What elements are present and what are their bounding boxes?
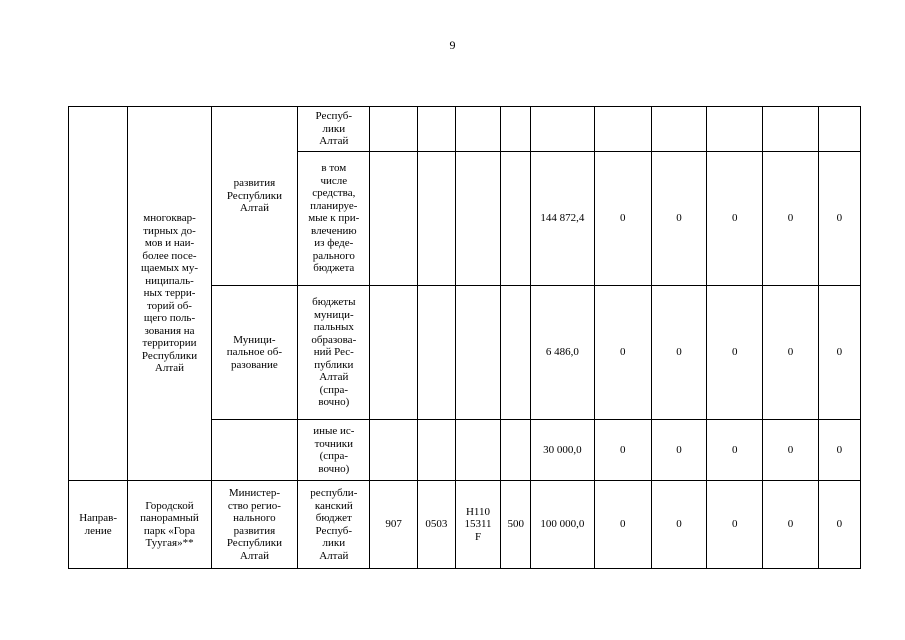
- cell-csr: [455, 152, 500, 286]
- cell-csr: [455, 286, 500, 420]
- cell-amount: 6 486,0: [531, 286, 594, 420]
- cell-vr: [501, 107, 531, 152]
- cell-year-1: 0: [594, 481, 651, 569]
- cell-year-3: [707, 107, 763, 152]
- cell-year-2: 0: [651, 420, 706, 481]
- cell-year-2: 0: [651, 286, 706, 420]
- cell-rzpr: [417, 286, 455, 420]
- cell-rzpr: [417, 107, 455, 152]
- cell-year-5: [818, 107, 860, 152]
- cell-year-4: [763, 107, 818, 152]
- cell-year-2: 0: [651, 152, 706, 286]
- cell-year-5: 0: [818, 152, 860, 286]
- cell-direction: Направ- ление: [69, 481, 128, 569]
- cell-year-2: [651, 107, 706, 152]
- cell-funding-source: Респуб- лики Алтай: [298, 107, 370, 152]
- cell-amount: 100 000,0: [531, 481, 594, 569]
- cell-amount: 30 000,0: [531, 420, 594, 481]
- cell-executor: Министер- ство регио- нального развития Республики Алтай: [211, 481, 297, 569]
- cell-direction-empty: [69, 107, 128, 481]
- cell-csr: [455, 107, 500, 152]
- cell-funding-source: в том числе средства, планируе- мые к при- влечению из феде- рального бюджета: [298, 152, 370, 286]
- cell-vr: [501, 152, 531, 286]
- cell-year-4: 0: [763, 420, 818, 481]
- cell-funding-source: иные ис- точники (спра- вочно): [298, 420, 370, 481]
- cell-vr: 500: [501, 481, 531, 569]
- cell-grbs: [370, 107, 417, 152]
- cell-executor: Муници- пальное об- разование: [211, 286, 297, 420]
- cell-year-1: 0: [594, 286, 651, 420]
- cell-grbs: [370, 286, 417, 420]
- cell-year-3: 0: [707, 420, 763, 481]
- cell-vr: [501, 286, 531, 420]
- cell-year-2: 0: [651, 481, 706, 569]
- cell-object-name: многоквар- тирных до- мов и наи- более посе- щаемых му- ниципаль- ных терри- торий об- щего поль- зования на территории Республики Алтай: [128, 107, 211, 481]
- cell-funding-source: бюджеты муници- пальных образова- ний Рес- публики Алтай (спра- вочно): [298, 286, 370, 420]
- table-row: [69, 107, 861, 152]
- cell-rzpr: 0503: [417, 481, 455, 569]
- cell-amount: [531, 107, 594, 152]
- cell-year-1: 0: [594, 152, 651, 286]
- cell-rzpr: [417, 420, 455, 481]
- cell-executor: развития Республики Алтай: [211, 107, 297, 286]
- cell-vr: [501, 420, 531, 481]
- cell-csr: [455, 420, 500, 481]
- cell-year-5: 0: [818, 420, 860, 481]
- cell-object-name: Городской панорамный парк «Гора Туугая»**: [128, 481, 211, 569]
- cell-year-3: 0: [707, 481, 763, 569]
- cell-csr: Н110 15311 F: [455, 481, 500, 569]
- cell-year-1: 0: [594, 420, 651, 481]
- cell-year-3: 0: [707, 286, 763, 420]
- table-row: [69, 481, 861, 569]
- cell-year-5: 0: [818, 481, 860, 569]
- cell-year-4: 0: [763, 481, 818, 569]
- program-table: [68, 106, 861, 569]
- cell-executor: [211, 420, 297, 481]
- page-number: 9: [449, 38, 456, 52]
- cell-amount: 144 872,4: [531, 152, 594, 286]
- cell-year-5: 0: [818, 286, 860, 420]
- cell-year-4: 0: [763, 152, 818, 286]
- cell-year-1: [594, 107, 651, 152]
- cell-grbs: [370, 420, 417, 481]
- cell-grbs: 907: [370, 481, 417, 569]
- cell-year-3: 0: [707, 152, 763, 286]
- cell-year-4: 0: [763, 286, 818, 420]
- cell-grbs: [370, 152, 417, 286]
- cell-funding-source: республи- канский бюджет Респуб- лики Алтай: [298, 481, 370, 569]
- cell-rzpr: [417, 152, 455, 286]
